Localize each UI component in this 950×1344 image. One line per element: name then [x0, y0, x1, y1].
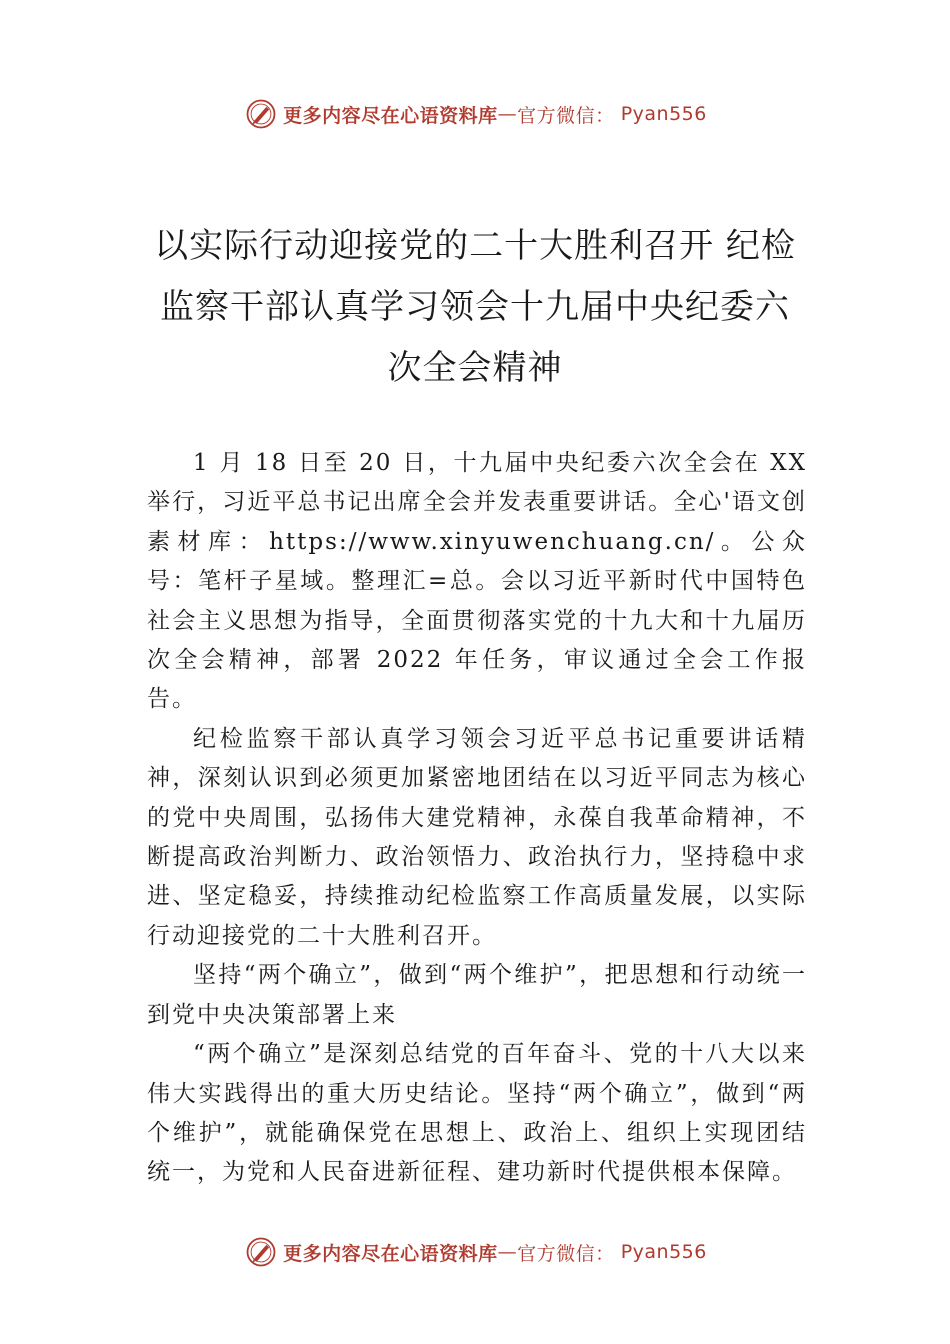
banner-brand: 更多内容尽在心语资料库	[283, 104, 498, 127]
title-line-3: 次全会精神	[387, 348, 563, 388]
banner-separator: —	[497, 103, 518, 125]
banner-separator: —	[497, 1241, 518, 1263]
paragraph-4: “两个确立”是深刻总结党的百年奋斗、党的十八大以来伟大实践得出的重大历史结论。坚持“两个确立”，做到“两个维护”，就能确保党在思想上、政治上、组织上实现团结统一，为党和人民奋进新征程、建功新时代提供根本保障。	[147, 1041, 807, 1186]
paragraph-3-heading: 坚持“两个确立”，做到“两个维护”，把思想和行动统一到党中央决策部署上来	[147, 962, 807, 1028]
document-title	[110, 216, 840, 399]
pen-nib-logo-icon	[243, 96, 279, 132]
banner-wechat-id: Pyan556	[620, 1241, 707, 1263]
header-watermark-banner	[0, 92, 950, 136]
title-line-2: 监察干部认真学习领会十九届中央纪委六	[160, 287, 790, 327]
document-body	[147, 444, 807, 1193]
banner-label: 官方微信：	[517, 1242, 615, 1265]
banner-label: 官方微信：	[517, 104, 615, 127]
footer-watermark-banner	[0, 1230, 950, 1274]
banner-wechat-id: Pyan556	[620, 103, 707, 125]
banner-brand: 更多内容尽在心语资料库	[283, 1242, 498, 1265]
pen-nib-logo-icon	[243, 1234, 279, 1270]
title-line-1: 以实际行动迎接党的二十大胜利召开 纪检	[154, 226, 796, 266]
paragraph-2: 纪检监察干部认真学习领会习近平总书记重要讲话精神，深刻认识到必须更加紧密地团结在以习近平同志为核心的党中央周围，弘扬伟大建党精神，永葆自我革命精神，不断提高政治判断力、政治领悟力、政治执行力，坚持稳中求进、坚定稳妥，持续推动纪检监察工作高质量发展，以实际行动迎接党的二十大胜利召开。	[147, 725, 807, 949]
paragraph-1: 1 月 18 日至 20 日，十九届中央纪委六次全会在 XX 举行，习近平总书记出席全会并发表重要讲话。全心'语文创素材库：https://www.xinyuwenchuang.cn/。公众号：笔杆子星域。整理汇=总。会以习近平新时代中国特色社会主义思想为指导，全面贯彻落实党的十九大和十九届历次全会精神，部署 2022 年任务，审议通过全会工作报告。	[147, 450, 807, 713]
